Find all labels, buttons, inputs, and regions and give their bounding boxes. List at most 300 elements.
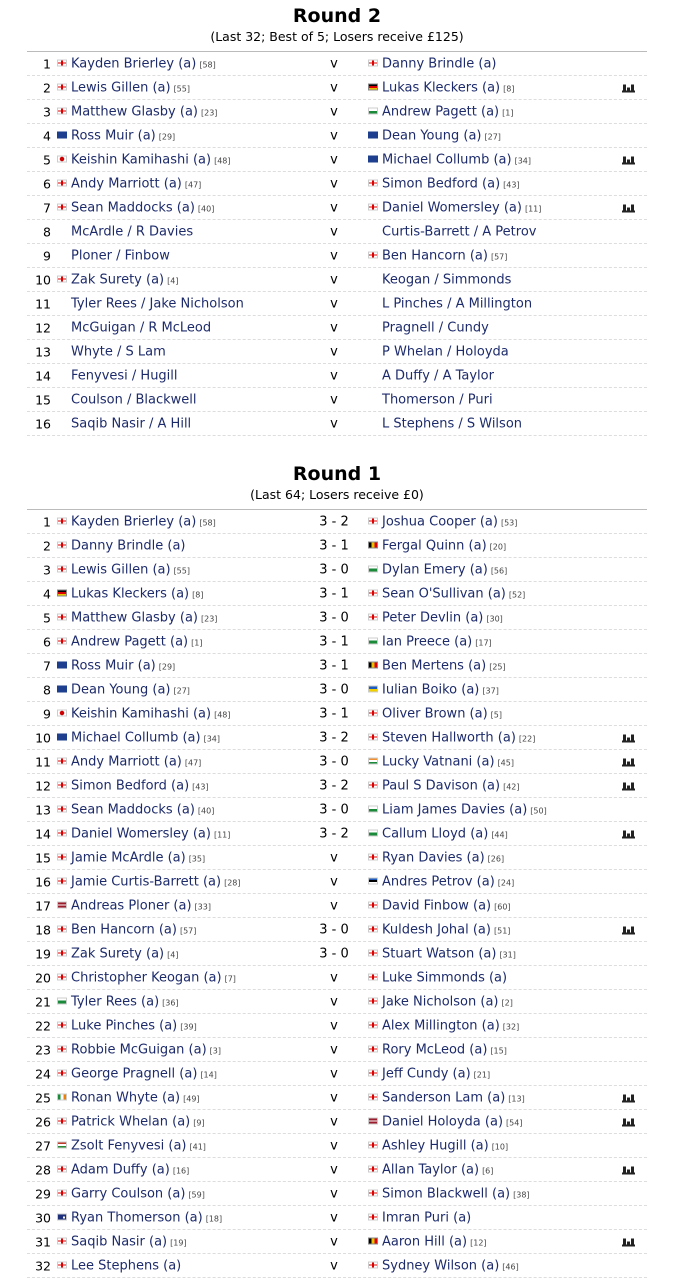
player-2-seed: [2] (501, 998, 513, 1007)
player-2-name-link[interactable]: Ben Mertens (a) (382, 658, 487, 673)
player-2 (368, 1138, 508, 1153)
player-1-name-link[interactable]: Luke Pinches (a) (71, 1018, 178, 1033)
player-1-name-link[interactable]: Fenyvesi / Hugill (71, 368, 178, 383)
match-number: 3 (43, 104, 51, 119)
player-2-name-link[interactable]: Stuart Watson (a) (382, 946, 497, 961)
wal-flag-icon (368, 107, 378, 114)
player-1 (57, 562, 190, 577)
match-row (27, 726, 647, 750)
est-flag-icon (368, 877, 378, 884)
player-2-name-link[interactable]: P Whelan / Holoyda (382, 344, 509, 359)
match-result: v (330, 56, 338, 71)
player-1-seed: [35] (188, 854, 206, 863)
match-result: v (330, 416, 338, 431)
match-number: 11 (35, 296, 51, 311)
round-2-subtitle: (Last 32; Best of 5; Losers receive £125) (210, 29, 464, 44)
player-2-name-link[interactable]: Daniel Womersley (a) (382, 200, 522, 215)
player-2 (368, 802, 547, 817)
player-2-seed: [13] (508, 1094, 525, 1103)
eng-flag-icon (368, 1021, 378, 1028)
player-2-name-link[interactable]: Peter Devlin (a) (382, 610, 484, 625)
eng-flag-icon (57, 203, 67, 210)
player-1-name-link[interactable]: George Pragnell (a) (71, 1066, 198, 1081)
match-number: 1 (43, 56, 51, 71)
match-result: v (330, 200, 338, 215)
player-2 (368, 994, 513, 1009)
player-2 (368, 392, 496, 407)
player-1-name-link[interactable]: Ronan Whyte (a) (71, 1090, 181, 1105)
player-2-seed: [24] (497, 878, 515, 887)
player-2-name-link[interactable]: Sydney Wilson (a) (382, 1258, 500, 1273)
player-2-name-link[interactable]: Daniel Holoyda (a) (382, 1114, 504, 1129)
player-1-name-link[interactable]: Matthew Glasby (a) (71, 610, 198, 625)
round-1-match-list (27, 510, 647, 1278)
player-1 (57, 368, 181, 383)
match-row (27, 702, 647, 726)
match-row (27, 606, 647, 630)
match-result: 3 - 2 (319, 826, 349, 841)
player-2-name-link[interactable]: Ashley Hugill (a) (382, 1138, 489, 1153)
player-2-seed: [12] (470, 1238, 487, 1247)
match-result: 3 - 2 (319, 514, 349, 529)
match-number: 9 (43, 706, 51, 721)
player-1-name-link[interactable]: Kayden Brierley (a) (71, 56, 197, 71)
player-2-name-link[interactable]: Sean O'Sullivan (a) (382, 586, 506, 601)
player-1-name-link[interactable]: Zak Surety (a) (71, 946, 165, 961)
match-number: 5 (43, 152, 51, 167)
player-2-name-link[interactable]: Dean Young (a) (382, 128, 482, 143)
eng-flag-icon (57, 781, 67, 788)
match-number: 10 (35, 272, 51, 287)
player-1 (57, 104, 217, 119)
player-2-seed: [54] (506, 1118, 523, 1127)
match-number: 24 (35, 1066, 51, 1081)
player-2-name-link[interactable]: Ben Hancorn (a) (382, 248, 488, 263)
eng-flag-icon (368, 901, 378, 908)
eng-flag-icon (57, 59, 67, 66)
match-result: v (330, 152, 338, 167)
eng-flag-icon (368, 1141, 378, 1148)
eng-flag-icon (57, 1165, 67, 1172)
match-result: v (330, 248, 338, 263)
match-row (27, 292, 647, 316)
player-1-seed: [14] (200, 1070, 217, 1079)
eng-flag-icon (57, 107, 67, 114)
player-2 (368, 1042, 507, 1057)
match-result: v (330, 1138, 338, 1153)
player-2 (368, 1090, 525, 1105)
head-to-head-icon[interactable] (622, 83, 635, 92)
head-to-head-icon[interactable] (622, 781, 635, 790)
player-2-seed: [11] (524, 204, 542, 213)
player-2-seed: [46] (502, 1262, 519, 1271)
player-1-name-link[interactable]: Simon Bedford (a) (71, 778, 190, 793)
player-1 (57, 392, 200, 407)
player-2-name-link[interactable]: Iulian Boiko (a) (382, 682, 480, 697)
player-1-name-link[interactable]: Jamie Curtis-Barrett (a) (71, 874, 222, 889)
match-number: 29 (35, 1186, 51, 1201)
player-1-name-link[interactable]: Ben Hancorn (a) (71, 922, 177, 937)
player-1-name-link[interactable]: Danny Brindle (a) (71, 538, 186, 553)
player-1-name-link[interactable]: Robbie McGuigan (a) (71, 1042, 207, 1057)
player-1-seed: [23] (201, 108, 218, 117)
player-1-seed: [4] (167, 276, 179, 285)
player-1-name-link[interactable]: Saqib Nasir / A Hill (71, 416, 192, 431)
player-1-name-link[interactable]: Lukas Kleckers (a) (71, 586, 190, 601)
match-row (27, 172, 647, 196)
player-2-name-link[interactable]: Simon Blackwell (a) (382, 1186, 511, 1201)
player-2-seed: [44] (491, 830, 508, 839)
player-2-name-link[interactable]: L Pinches / A Millington (382, 296, 533, 311)
player-1 (57, 970, 236, 985)
player-2 (368, 224, 539, 239)
eng-flag-icon (57, 757, 67, 764)
match-row (27, 894, 647, 918)
player-1-name-link[interactable]: Sean Maddocks (a) (71, 802, 195, 817)
player-2 (368, 296, 535, 311)
player-2 (368, 152, 531, 167)
player-1-name-link[interactable]: Kayden Brierley (a) (71, 514, 197, 529)
player-1-name-link[interactable]: Jamie McArdle (a) (71, 850, 186, 865)
eng-flag-icon (368, 1069, 378, 1076)
player-2-name-link[interactable]: A Duffy / A Taylor (382, 368, 494, 383)
player-2-name-link[interactable]: Fergal Quinn (a) (382, 538, 487, 553)
player-1-name-link[interactable]: Sean Maddocks (a) (71, 200, 195, 215)
match-number: 32 (35, 1258, 51, 1273)
player-2 (368, 730, 535, 745)
match-row (27, 412, 647, 436)
match-result: v (330, 1258, 338, 1273)
player-2-seed: [37] (482, 686, 499, 695)
match-number: 23 (35, 1042, 51, 1057)
player-1-name-link[interactable]: Ryan Thomerson (a) (71, 1210, 203, 1225)
eng-flag-icon (57, 1261, 67, 1268)
match-row (27, 1230, 647, 1254)
head-to-head-icon[interactable] (622, 155, 635, 164)
player-1 (57, 272, 178, 287)
player-1-name-link[interactable]: Ploner / Finbow (71, 248, 170, 263)
player-2 (368, 754, 514, 769)
player-2-seed: [1] (502, 108, 514, 117)
player-2 (368, 344, 512, 359)
player-1-name-link[interactable]: Lewis Gillen (a) (71, 562, 171, 577)
eng-flag-icon (368, 1213, 378, 1220)
match-number: 30 (35, 1210, 51, 1225)
player-1 (57, 1090, 200, 1105)
player-1-seed: [59] (188, 1190, 205, 1199)
player-2-name-link[interactable]: Allan Taylor (a) (382, 1162, 480, 1177)
player-1-seed: [55] (173, 84, 190, 93)
match-result: 3 - 0 (319, 682, 349, 697)
player-1 (57, 898, 211, 913)
match-number: 6 (43, 634, 51, 649)
player-2 (368, 946, 516, 961)
wal-flag-icon (57, 997, 67, 1004)
player-2 (368, 1114, 522, 1129)
player-1-name-link[interactable]: Andy Marriott (a) (71, 176, 182, 191)
head-to-head-icon[interactable] (622, 1165, 635, 1174)
wal-flag-icon (368, 637, 378, 644)
player-2-name-link[interactable]: Ian Preece (a) (382, 634, 473, 649)
player-1 (57, 994, 179, 1009)
player-2-name-link[interactable]: Lucky Vatnani (a) (382, 754, 495, 769)
head-to-head-icon[interactable] (622, 733, 635, 742)
match-row (27, 220, 647, 244)
player-2-name-link[interactable]: Ryan Davies (a) (382, 850, 485, 865)
match-row (27, 1086, 647, 1110)
match-result: v (330, 80, 338, 95)
match-number: 2 (43, 80, 51, 95)
match-row (27, 124, 647, 148)
player-2-seed: [53] (500, 518, 518, 527)
player-1-name-link[interactable]: Andy Marriott (a) (71, 754, 182, 769)
player-1-seed: [41] (189, 1142, 206, 1151)
match-number: 7 (43, 658, 51, 673)
player-1-seed: [58] (199, 518, 216, 527)
match-number: 15 (35, 850, 51, 865)
player-2-seed: [34] (514, 156, 531, 165)
player-2-name-link[interactable]: Kuldesh Johal (a) (382, 922, 491, 937)
player-2-name-link[interactable]: Thomerson / Puri (382, 392, 493, 407)
eng-flag-icon (368, 925, 378, 932)
eng-flag-icon (368, 179, 378, 186)
lat-flag-icon (57, 901, 67, 908)
player-2 (368, 1018, 519, 1033)
player-1 (57, 1186, 205, 1201)
player-2 (368, 922, 510, 937)
head-to-head-icon[interactable] (622, 203, 635, 212)
player-2-name-link[interactable]: Aaron Hill (a) (382, 1234, 468, 1249)
player-1 (57, 730, 220, 745)
player-1-name-link[interactable]: Lewis Gillen (a) (71, 80, 171, 95)
player-2-seed: [10] (491, 1142, 509, 1151)
match-number: 11 (35, 754, 51, 769)
player-2 (368, 1162, 493, 1177)
match-number: 12 (35, 320, 51, 335)
player-2 (368, 368, 497, 383)
player-1-name-link[interactable]: Dean Young (a) (71, 682, 171, 697)
player-1 (57, 1114, 205, 1129)
player-1-name-link[interactable]: Andrew Pagett (a) (71, 634, 189, 649)
ind-flag-icon (368, 757, 378, 764)
player-1-name-link[interactable]: Tyler Rees (a) (71, 994, 160, 1009)
sco-flag-icon (57, 131, 67, 138)
match-number: 7 (43, 200, 51, 215)
match-row (27, 268, 647, 292)
match-row (27, 630, 647, 654)
player-2-name-link[interactable]: Curtis-Barrett / A Petrov (382, 224, 537, 239)
match-result: v (330, 320, 338, 335)
player-1-name-link[interactable]: Tyler Rees / Jake Nicholson (71, 296, 244, 311)
player-2-seed: [56] (490, 566, 508, 575)
player-2-name-link[interactable]: Paul S Davison (a) (382, 778, 501, 793)
player-2 (368, 826, 508, 841)
player-2-name-link[interactable]: Jeff Cundy (a) (382, 1066, 471, 1081)
eng-flag-icon (368, 709, 378, 716)
player-1-name-link[interactable]: Andreas Ploner (a) (71, 898, 192, 913)
player-1-seed: [39] (180, 1022, 197, 1031)
head-to-head-icon[interactable] (622, 1093, 635, 1102)
match-number: 2 (43, 538, 51, 553)
player-2-name-link[interactable]: Pragnell / Cundy (382, 320, 489, 335)
match-result: v (330, 874, 338, 889)
eng-flag-icon (57, 1117, 67, 1124)
player-2-seed: [26] (487, 854, 505, 863)
match-row (27, 798, 647, 822)
player-1-name-link[interactable]: Whyte / S Lam (71, 344, 166, 359)
player-1-name-link[interactable]: Coulson / Blackwell (71, 392, 197, 407)
eng-flag-icon (57, 637, 67, 644)
player-2 (368, 706, 502, 721)
eng-flag-icon (368, 251, 378, 258)
match-result: v (330, 970, 338, 985)
player-1 (57, 176, 201, 191)
player-1-name-link[interactable]: Saqib Nasir (a) (71, 1234, 168, 1249)
match-number: 15 (35, 392, 51, 407)
player-2-name-link[interactable]: L Stephens / S Wilson (382, 416, 523, 431)
match-result: 3 - 2 (319, 778, 349, 793)
match-result: v (330, 898, 338, 913)
eng-flag-icon (57, 1021, 67, 1028)
player-1-name-link[interactable]: McGuigan / R McLeod (71, 320, 212, 335)
player-1-name-link[interactable]: Zak Surety (a) (71, 272, 165, 287)
head-to-head-icon[interactable] (622, 925, 635, 934)
player-2-name-link[interactable]: Luke Simmonds (a) (382, 970, 508, 985)
player-1-seed: [8] (192, 590, 204, 599)
player-1-seed: [36] (162, 998, 179, 1007)
head-to-head-icon[interactable] (622, 1237, 635, 1246)
match-row (27, 316, 647, 340)
player-1-seed: [40] (197, 806, 215, 815)
player-2-name-link[interactable]: Sanderson Lam (a) (382, 1090, 506, 1105)
match-row (27, 942, 647, 966)
player-1-seed: [11] (213, 830, 231, 839)
player-2-name-link[interactable]: Andres Petrov (a) (382, 874, 495, 889)
round-2-title: Round 2 (292, 5, 382, 27)
player-2 (368, 200, 541, 215)
match-row (27, 1038, 647, 1062)
player-1 (57, 1018, 197, 1033)
player-2-name-link[interactable]: Andrew Pagett (a) (382, 104, 500, 119)
round-2-section (0, 4, 674, 436)
player-1-seed: [28] (224, 878, 241, 887)
player-1 (57, 224, 196, 239)
match-result: v (330, 344, 338, 359)
player-2-name-link[interactable]: Oliver Brown (a) (382, 706, 488, 721)
player-1-name-link[interactable]: Zsolt Fenyvesi (a) (71, 1138, 187, 1153)
player-1-name-link[interactable]: Garry Coulson (a) (71, 1186, 186, 1201)
player-2-name-link[interactable]: Joshua Cooper (a) (382, 514, 498, 529)
player-2-name-link[interactable]: Rory McLeod (a) (382, 1042, 488, 1057)
player-2-name-link[interactable]: Alex Millington (a) (382, 1018, 500, 1033)
match-result: v (330, 1210, 338, 1225)
player-2-name-link[interactable]: Lukas Kleckers (a) (382, 80, 501, 95)
round-2-match-list (27, 52, 647, 436)
player-1 (57, 80, 190, 95)
player-2 (368, 658, 506, 673)
player-1-name-link[interactable]: Ross Muir (a) (71, 128, 156, 143)
player-2-seed: [8] (503, 84, 515, 93)
player-1-name-link[interactable]: Christopher Keogan (a) (71, 970, 222, 985)
player-1-name-link[interactable]: Keishin Kamihashi (a) (71, 706, 212, 721)
wal-flag-icon (368, 565, 378, 572)
player-2-name-link[interactable]: Dylan Emery (a) (382, 562, 488, 577)
lat-flag-icon (368, 1117, 378, 1124)
player-2-seed: [57] (490, 252, 508, 261)
match-result: v (330, 1186, 338, 1201)
eng-flag-icon (368, 1045, 378, 1052)
eng-flag-icon (57, 805, 67, 812)
jpn-flag-icon (57, 709, 67, 716)
player-2 (368, 970, 510, 985)
head-to-head-icon[interactable] (622, 1117, 635, 1126)
player-1-seed: [16] (172, 1166, 190, 1175)
player-1-seed: [40] (197, 204, 215, 213)
player-1 (57, 296, 247, 311)
match-row (27, 1134, 647, 1158)
head-to-head-icon[interactable] (622, 757, 635, 766)
match-number: 9 (43, 248, 51, 263)
player-1-name-link[interactable]: Keishin Kamihashi (a) (71, 152, 212, 167)
player-2-name-link[interactable]: Simon Bedford (a) (382, 176, 501, 191)
player-2-name-link[interactable]: Callum Lloyd (a) (382, 826, 489, 841)
eng-flag-icon (368, 59, 378, 66)
player-2-name-link[interactable]: Liam James Davies (a) (382, 802, 528, 817)
eng-flag-icon (368, 1093, 378, 1100)
match-result: v (330, 994, 338, 1009)
player-2-name-link[interactable]: Danny Brindle (a) (382, 56, 497, 71)
player-1-name-link[interactable]: McArdle / R Davies (71, 224, 194, 239)
player-1 (57, 754, 201, 769)
match-number: 16 (35, 416, 51, 431)
player-1-name-link[interactable]: Adam Duffy (a) (71, 1162, 170, 1177)
player-2 (368, 634, 492, 649)
player-2-seed: [5] (490, 710, 503, 719)
ger-flag-icon (368, 83, 378, 90)
player-1-name-link[interactable]: Matthew Glasby (a) (71, 104, 198, 119)
match-row (27, 582, 647, 606)
player-2-name-link[interactable]: Keogan / Simmonds (382, 272, 512, 287)
match-row (27, 244, 647, 268)
player-1-name-link[interactable]: Michael Collumb (a) (71, 730, 201, 745)
player-1-name-link[interactable]: Lee Stephens (a) (71, 1258, 182, 1273)
player-1-seed: [19] (170, 1238, 187, 1247)
player-2-name-link[interactable]: Imran Puri (a) (382, 1210, 472, 1225)
player-2-name-link[interactable]: Jake Nicholson (a) (382, 994, 499, 1009)
eng-flag-icon (368, 1189, 378, 1196)
match-result: v (330, 296, 338, 311)
player-1 (57, 706, 231, 721)
eng-flag-icon (57, 565, 67, 572)
player-2 (368, 514, 517, 529)
player-1-seed: [57] (179, 926, 197, 935)
player-2-name-link[interactable]: Steven Hallworth (a) (382, 730, 516, 745)
eng-flag-icon (57, 1069, 67, 1076)
player-1 (57, 416, 194, 431)
head-to-head-icon[interactable] (622, 829, 635, 838)
player-1-name-link[interactable]: Daniel Womersley (a) (71, 826, 211, 841)
player-2-name-link[interactable]: David Finbow (a) (382, 898, 492, 913)
eng-flag-icon (57, 83, 67, 90)
eng-flag-icon (57, 1045, 67, 1052)
player-1-seed: [49] (183, 1094, 200, 1103)
hun-flag-icon (57, 1141, 67, 1148)
eng-flag-icon (368, 1165, 378, 1172)
player-1-name-link[interactable]: Ross Muir (a) (71, 658, 156, 673)
player-1-name-link[interactable]: Patrick Whelan (a) (71, 1114, 191, 1129)
player-2-name-link[interactable]: Michael Collumb (a) (382, 152, 512, 167)
bel-flag-icon (368, 661, 378, 668)
